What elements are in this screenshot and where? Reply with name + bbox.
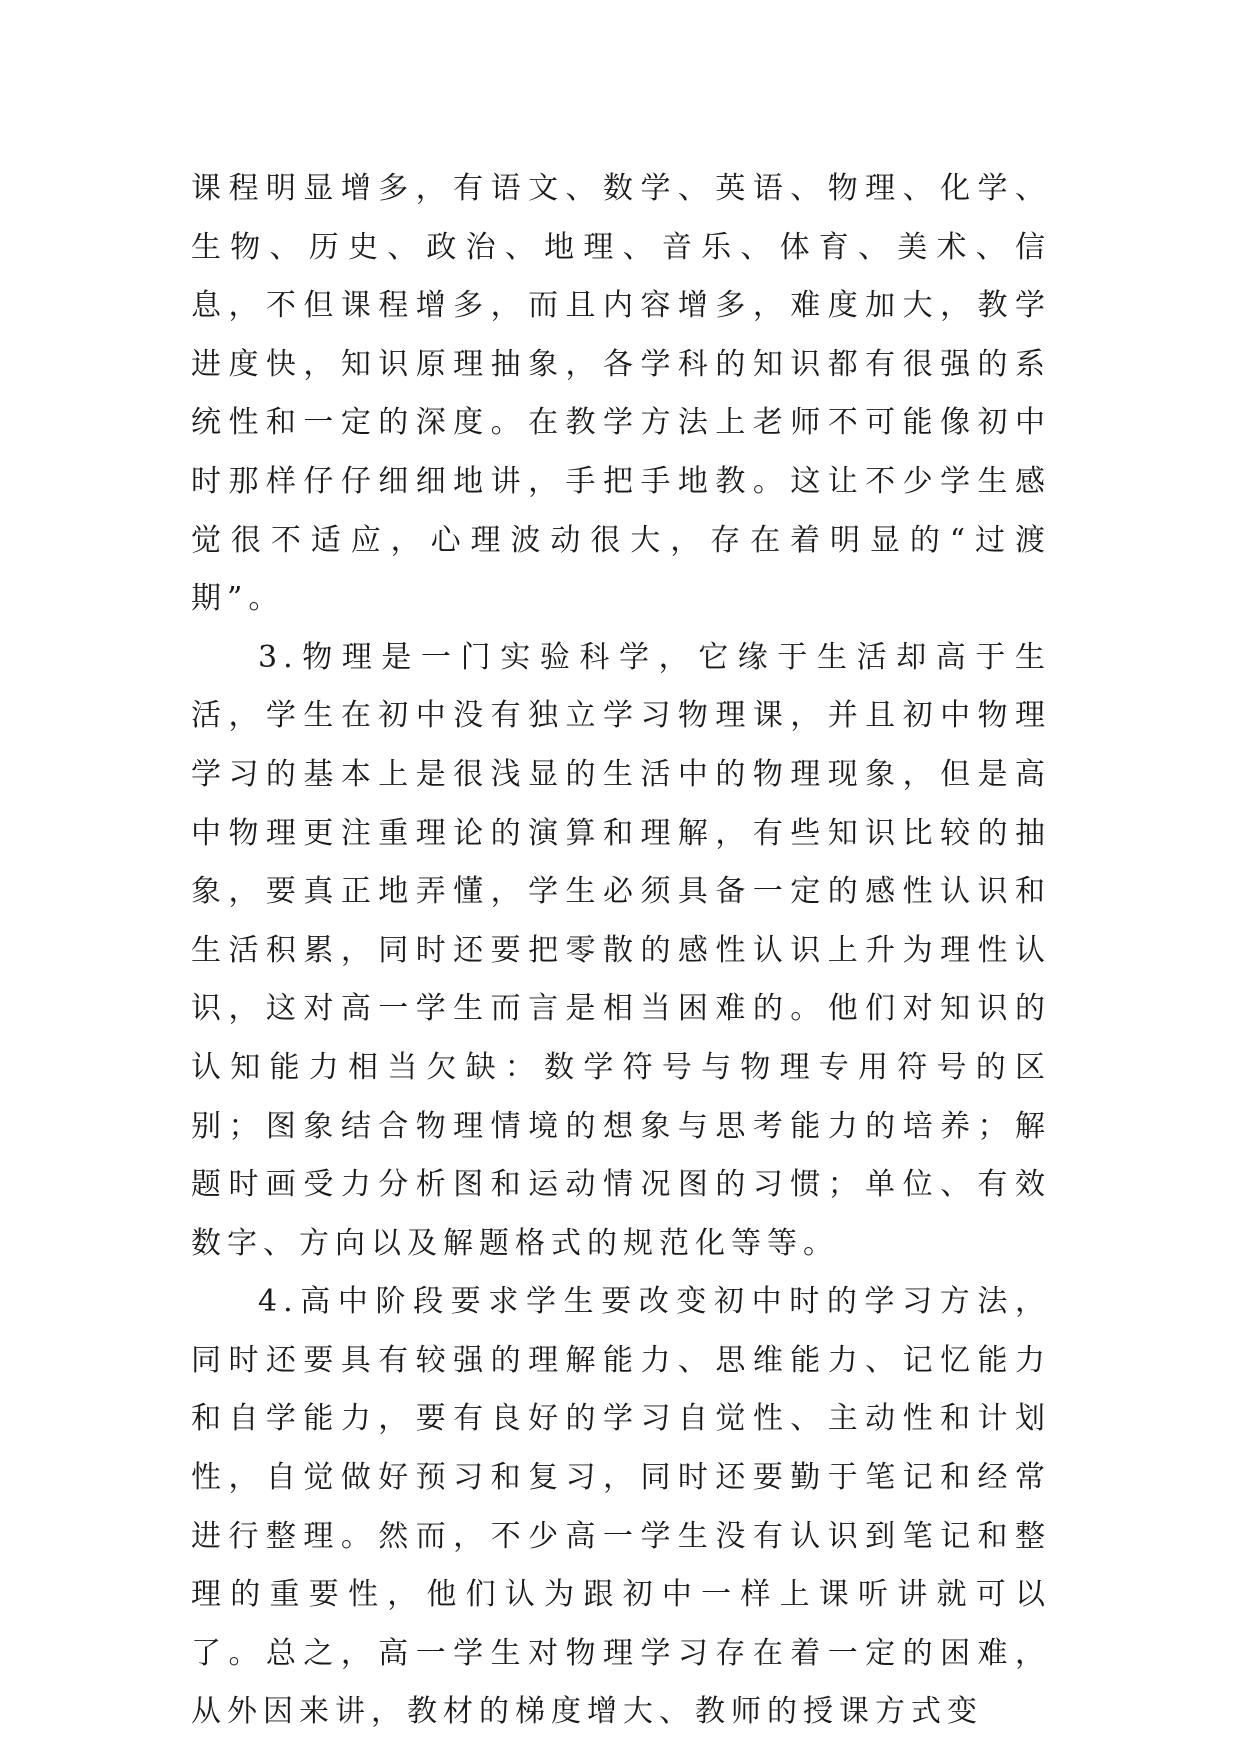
paragraph-1: 课程明显增多，有语文、数学、英语、物理、化学、生物、历史、政治、地理、音乐、体育、美术、信息，不但课程增多，而且内容增多，难度加大，教学进度快，知识原理抽象，各学科的知识都有很强的系统性和一定的深度。在教学方法上老师不可能像初中时那样仔仔细细地讲，手把手地教。这让不少学生感觉很不适应，心理波动很大，存在着明显的“过渡期”。	[191, 171, 1051, 617]
paragraph-2: 3.物理是一门实验科学，它缘于生活却高于生活，学生在初中没有独立学习物理课，并且初中物理学习的基本上是很浅显的生活中的物理现象，但是高中物理更注重理论的演算和理解，有些知识比较的抽象，要真正地弄懂，学生必须具备一定的感性认识和生活积累，同时还要把零散的感性认识上升为理性认识，这对高一学生而言是相当困难的。他们对知识的认知能力相当欠缺：数学符号与物理专用符号的区别；图象结合物理情境的想象与思考能力的培养；解题时画受力分析图和运动情况图的习惯；单位、有效数字、方向以及解题格式的规范化等等。	[191, 639, 1051, 1261]
paragraph-3: 4.高中阶段要求学生要改变初中时的学习方法，同时还要具有较强的理解能力、思维能力、记忆能力和自学能力，要有良好的学习自觉性、主动性和计划性，自觉做好预习和复习，同时还要勤于笔记和经常进行整理。然而，不少高一学生没有认识到笔记和整理的重要性，他们认为跟初中一样上课听讲就可以了。总之，高一学生对物理学习存在着一定的困难，从外因来讲，教材的梯度增大、教师的授课方式变	[191, 1284, 1051, 1730]
body-text	[191, 160, 1051, 1742]
